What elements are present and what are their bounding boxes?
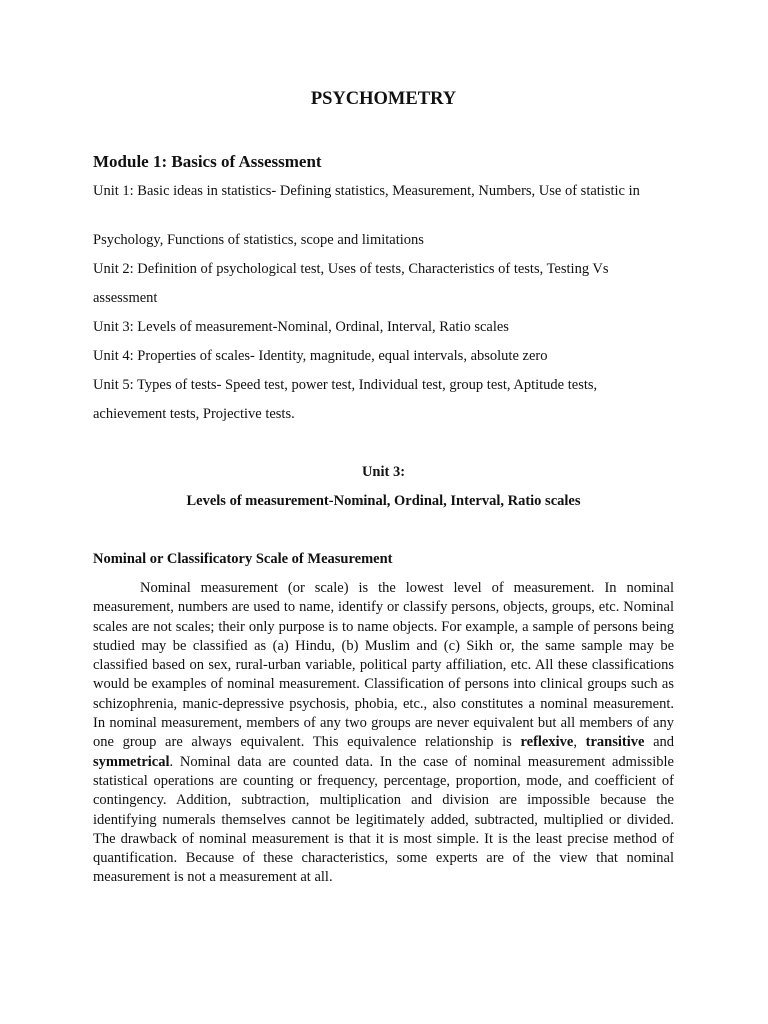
- unit-1-continuation: Psychology, Functions of statistics, scope and limitations: [93, 232, 424, 248]
- term-symmetrical: symmetrical: [93, 753, 170, 770]
- paragraph-separator-2: and: [644, 734, 675, 751]
- section-title: Levels of measurement-Nominal, Ordinal, Interval, Ratio scales: [186, 493, 581, 509]
- unit-3-line: Unit 3: Levels of measurement-Nominal, Ordinal, Interval, Ratio scales: [93, 319, 509, 335]
- term-reflexive: reflexive: [520, 734, 574, 751]
- unit-5-continuation: achievement tests, Projective tests.: [93, 406, 295, 422]
- document-title: PSYCHOMETRY: [310, 89, 457, 109]
- section-label: Unit 3:: [361, 464, 406, 480]
- unit-1-line: Unit 1: Basic ideas in statistics- Defining statistics, Measurement, Numbers, Use of statistic in: [93, 183, 640, 199]
- paragraph-text-part1: Nominal measurement (or scale) is the lowest level of measurement. In nominal measurement, numbers are used to name, identify or classify persons, objects, groups, etc. Nominal scales are not scales; their only purpose is to name objects. For example, a sample of persons being studied may be classified as (a) Hindu, (b) Muslim and (c) Sikh or, the same sample may be classified based on sex, rural-urban variable, political party affiliation, etc. All these classifications would be examples of nominal measurement. Classification of persons into clinical groups such as schizophrenia, manic-depressive psychosis, phobia, etc., also constitutes a nominal measurement. In nominal measurement, members of any two groups are never equivalent but all members of any one group are always equivalent. This equivalence relationship is: [93, 580, 674, 751]
- unit-5-line: Unit 5: Types of tests- Speed test, power test, Individual test, group test, Aptitude tests,: [93, 377, 598, 393]
- paragraph-separator-1: ,: [573, 734, 586, 751]
- term-transitive: transitive: [585, 734, 645, 751]
- unit-2-line: Unit 2: Definition of psychological test, Uses of tests, Characteristics of tests, Testing Vs: [93, 261, 609, 277]
- body-paragraph: [93, 579, 674, 888]
- subheading: Nominal or Classificatory Scale of Measurement: [93, 551, 393, 567]
- paragraph-text-part2: . Nominal data are counted data. In the case of nominal measurement admissible statistical operations are counting or frequency, percentage, proportion, mode, and coefficient of contingency. Addition, subtraction, multiplication and division are impossible because the identifying numerals themselves cannot be legitimately added, subtracted, multiplied or divided. The drawback of nominal measurement is that it is most simple. It is the least precise method of quantification. Because of these characteristics, some experts are of the view that nominal measurement is not a measurement at all.: [93, 753, 674, 886]
- unit-2-continuation: assessment: [93, 290, 158, 306]
- unit-4-line: Unit 4: Properties of scales- Identity, magnitude, equal intervals, absolute zero: [93, 348, 548, 364]
- module-heading: Module 1: Basics of Assessment: [93, 152, 322, 171]
